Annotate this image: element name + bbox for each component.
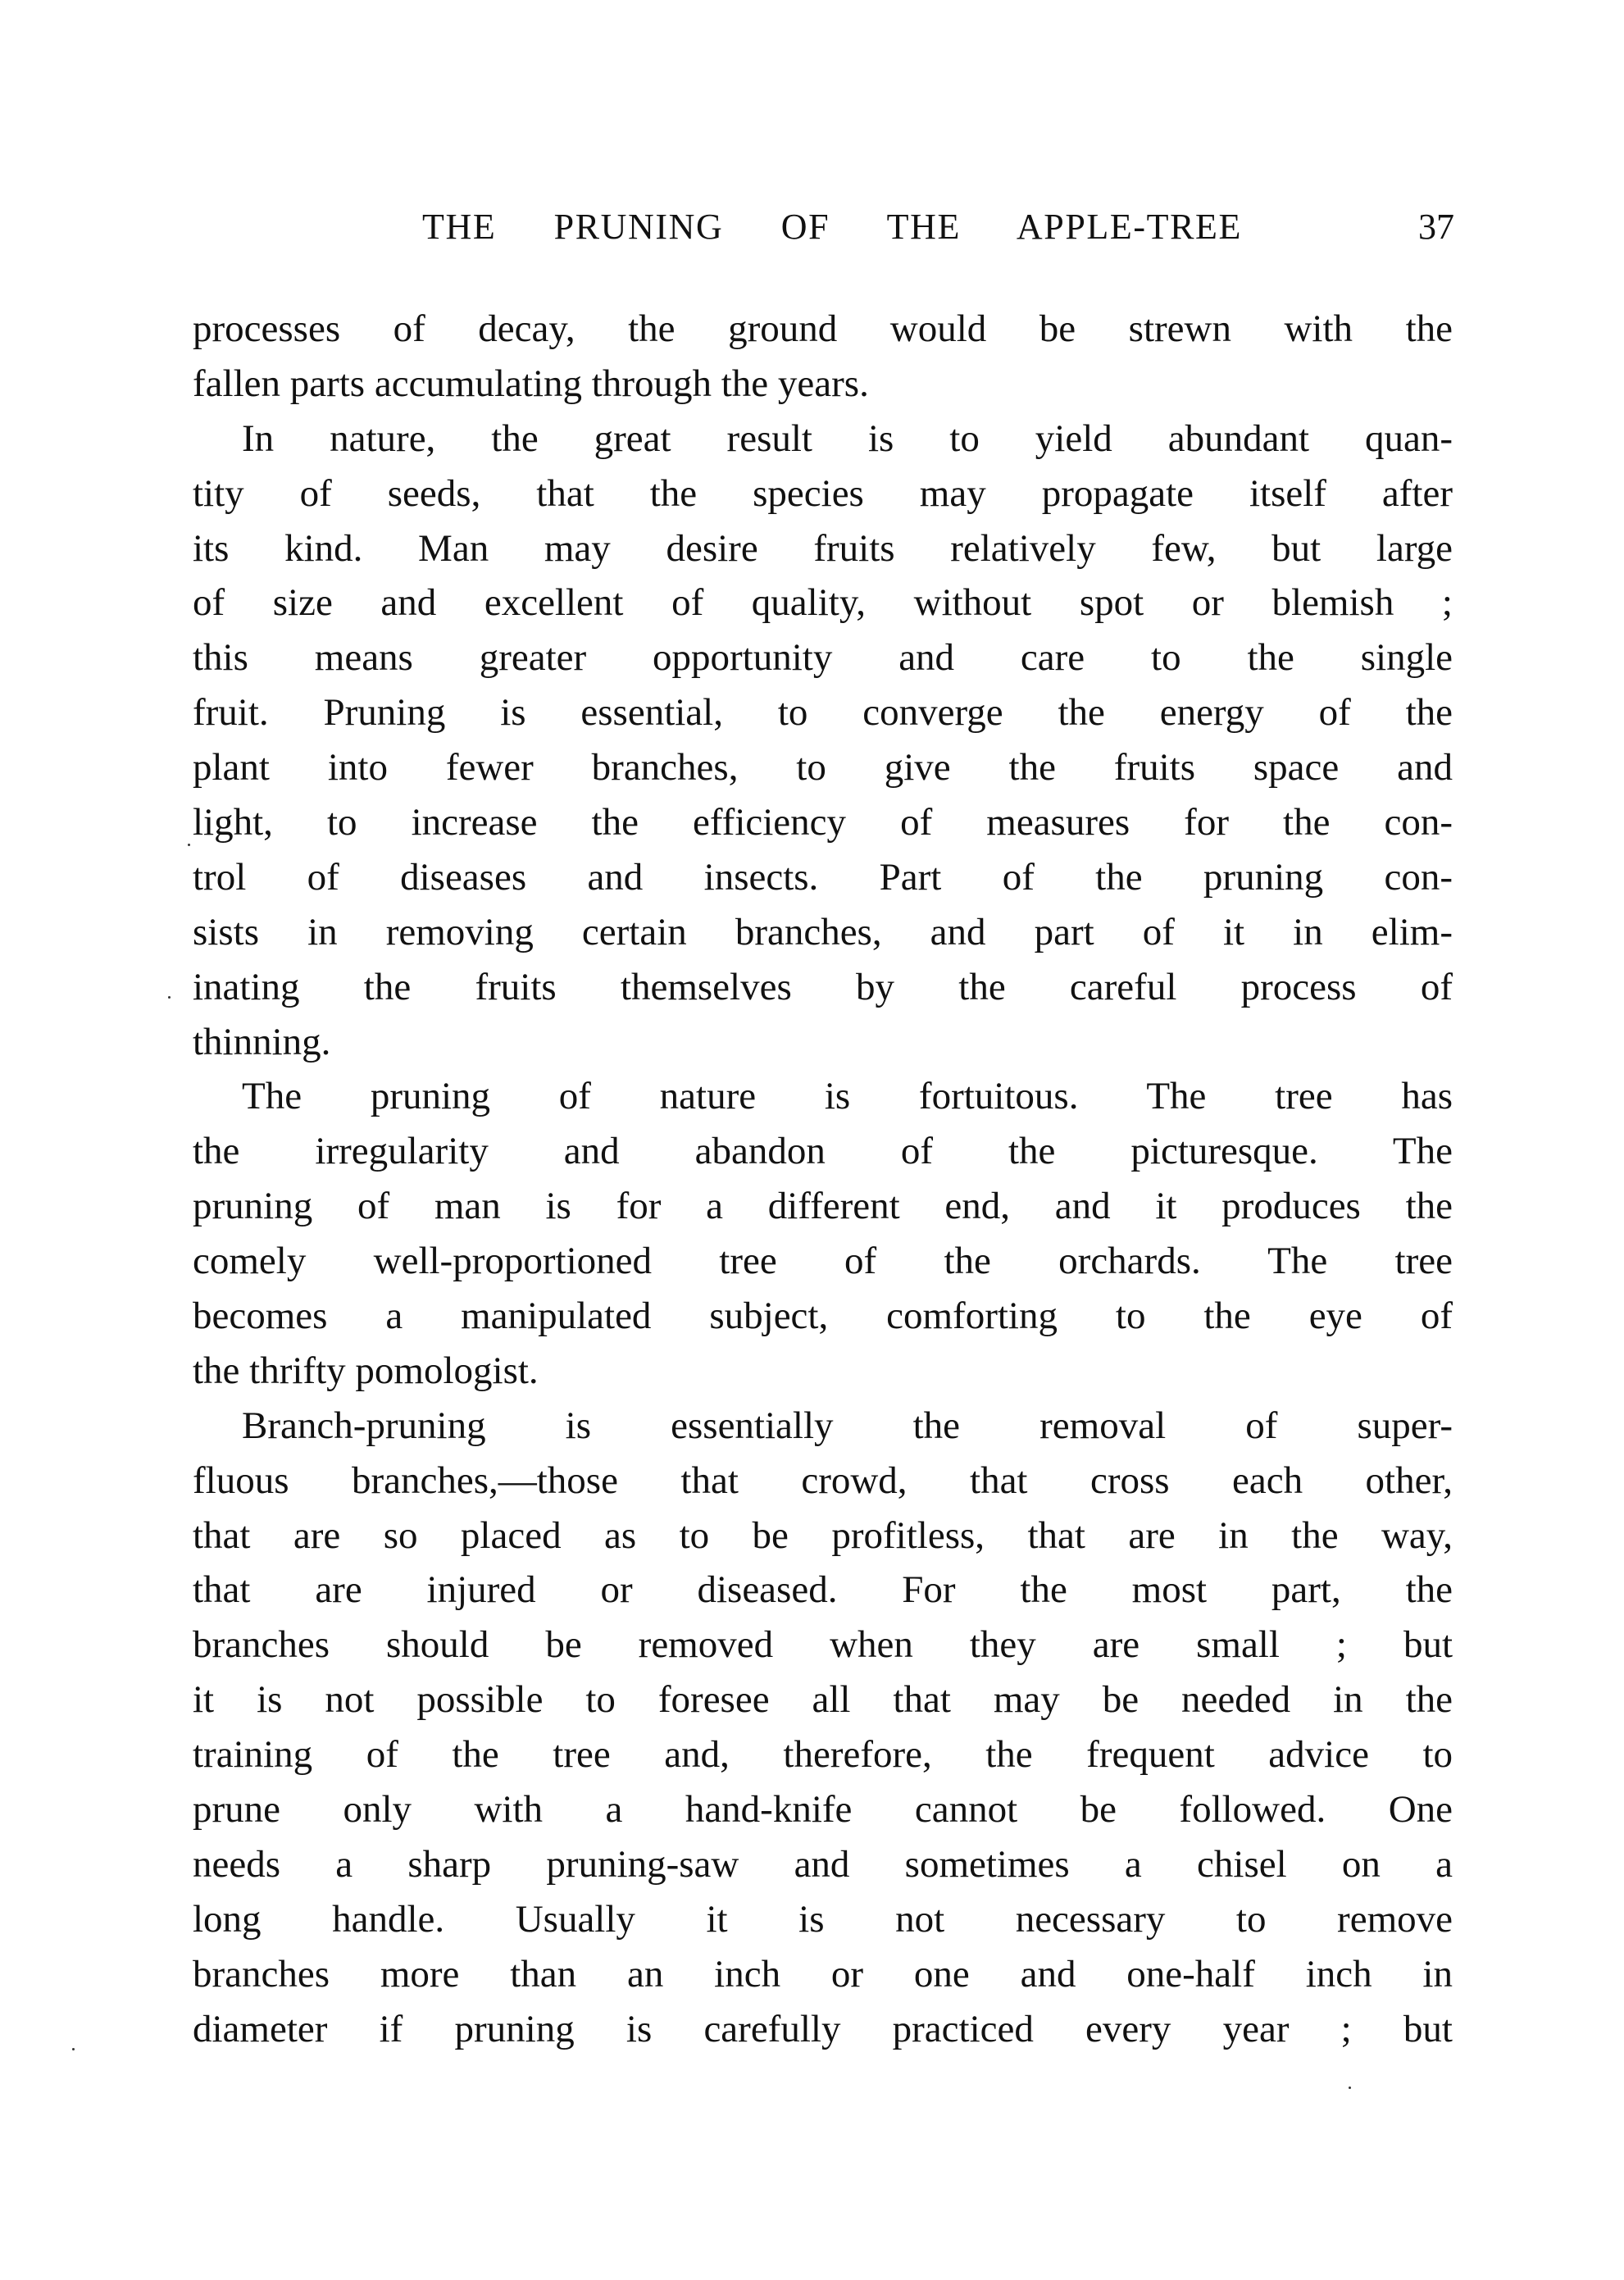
text-line: this means greater opportunity and care to the single [193,636,1453,680]
text-line: thinning. [193,1020,331,1063]
text-line: becomes a manipulated subject, comforting to the eye of [193,1295,1453,1338]
text-line: sists in removing certain branches, and part of it in elim- [193,910,1453,953]
text-line: needs a sharp pruning-saw and sometimes a chisel on a [193,1842,1453,1886]
text-line: that are so placed as to be profitless, that are in the way, [193,1513,1453,1557]
scan-speck [168,996,171,999]
text-line: fallen parts accumulating through the years. [193,362,869,405]
text-line: pruning of man is for a different end, and it produces the [193,1185,1453,1228]
running-title: THE PRUNING OF THE APPLE-TREE [422,207,1242,247]
text-line: its kind. Man may desire fruits relatively few, but large [193,526,1453,570]
text-line: tity of seeds, that the species may propagate itself after [193,471,1453,515]
text-line: the irregularity and abandon of the picturesque. The [193,1130,1453,1173]
text-line: long handle. Usually it is not necessary to remove [193,1897,1453,1941]
text-line: inating the fruits themselves by the careful process of [193,965,1453,1008]
text-line: light, to increase the efficiency of measures for the con- [193,801,1453,844]
text-line: comely well-proportioned tree of the orchards. The tree [193,1240,1453,1283]
scan-speck [72,2048,75,2050]
text-line: the thrifty pomologist. [193,1349,539,1392]
text-line: processes of decay, the ground would be strewn with the [193,307,1453,350]
text-line: trol of diseases and insects. Part of the pruning con- [193,855,1453,899]
text-line: of size and excellent of quality, without spot or blemish ; [193,581,1453,625]
text-line: that are injured or diseased. For the most part, the [193,1568,1453,1612]
text-line: branches more than an inch or one and one-half inch in [193,1952,1453,1996]
text-line: Branch-pruning is essentially the removal of super- [242,1404,1453,1447]
text-line: plant into fewer branches, to give the fruits space and [193,746,1453,790]
text-line: branches should be removed when they are small ; but [193,1623,1453,1667]
text-line: diameter if pruning is carefully practiced every year ; but [193,2007,1453,2050]
text-line: it is not possible to foresee all that may be needed in the [193,1678,1453,1722]
paragraph [193,1399,1453,2057]
running-head [0,207,1624,248]
text-line: fluous branches,—those that crowd, that cross each other, [193,1459,1453,1502]
text-line: prune only with a hand-knife cannot be followed. One [193,1788,1453,1832]
scan-speck [1349,2087,1351,2089]
paragraph [193,1069,1453,1398]
text-line: The pruning of nature is fortuitous. The tree has [242,1075,1453,1118]
page-number: 37 [1418,207,1454,247]
scan-speck [188,844,190,846]
paragraph [193,412,1453,1070]
paragraph [193,302,1453,412]
text-line: In nature, the great result is to yield abundant quan- [242,416,1453,460]
body-text [193,302,1453,2057]
text-line: fruit. Pruning is essential, to converge the energy of the [193,691,1453,735]
text-line: training of the tree and, therefore, the frequent advice to [193,1733,1453,1777]
